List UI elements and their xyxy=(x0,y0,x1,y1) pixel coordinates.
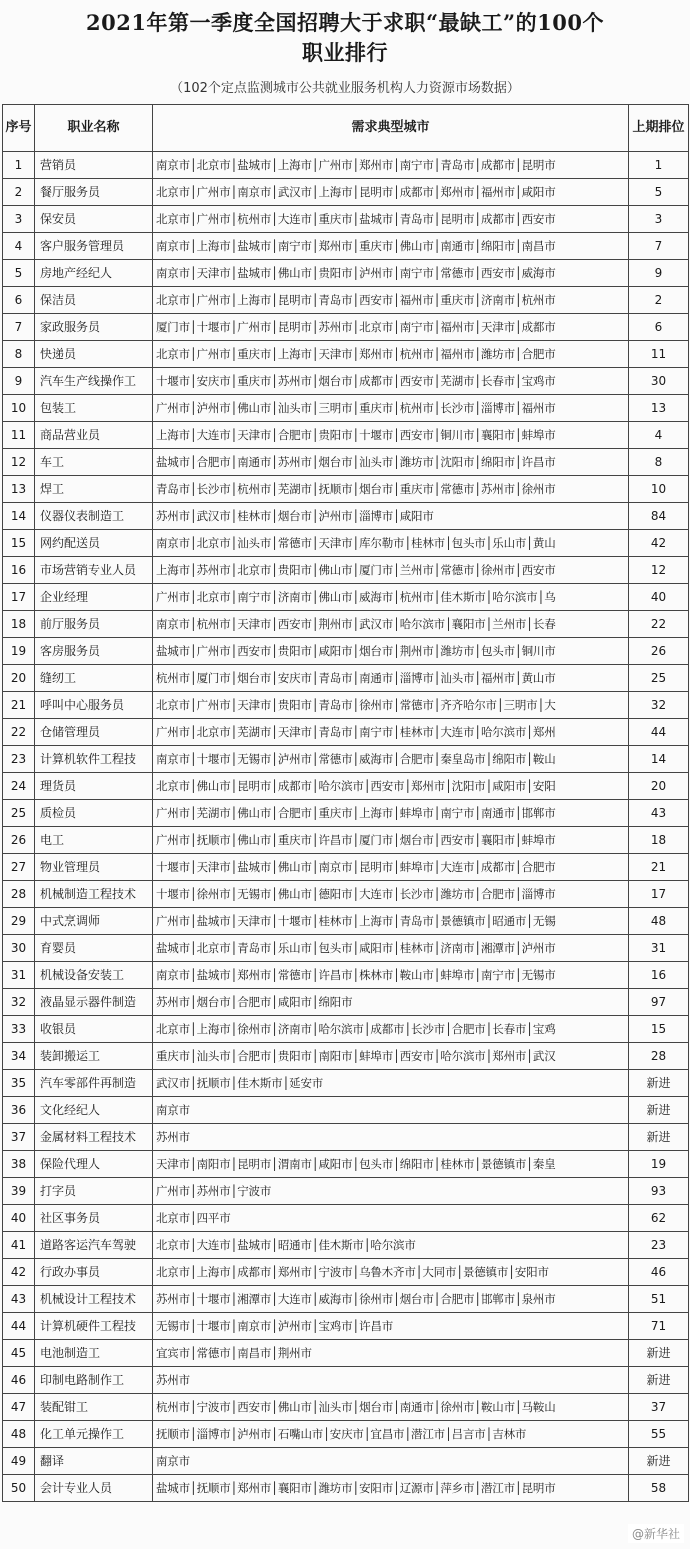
cell-prev-rank: 40 xyxy=(629,584,689,611)
table-row xyxy=(3,746,689,773)
cell-prev-rank: 46 xyxy=(629,1259,689,1286)
table-row xyxy=(3,1205,689,1232)
cell-cities: 广州市│盐城市│天津市│十堰市│桂林市│上海市│青岛市│景德镇市│昭通市│无锡 xyxy=(153,908,629,935)
cell-occupation: 快递员 xyxy=(35,341,153,368)
cell-no: 15 xyxy=(3,530,35,557)
table-row xyxy=(3,881,689,908)
table-row xyxy=(3,1178,689,1205)
cell-cities: 南京市│北京市│盐城市│上海市│广州市│郑州市│南宁市│青岛市│成都市│昆明市 xyxy=(153,152,629,179)
table-row xyxy=(3,1124,689,1151)
cell-occupation: 收银员 xyxy=(35,1016,153,1043)
cell-cities: 北京市│广州市│天津市│贵阳市│青岛市│徐州市│常德市│齐齐哈尔市│三明市│大 xyxy=(153,692,629,719)
table-row xyxy=(3,908,689,935)
table-row xyxy=(3,476,689,503)
cell-occupation: 客房服务员 xyxy=(35,638,153,665)
cell-prev-rank: 25 xyxy=(629,665,689,692)
cell-occupation: 计算机软件工程技 xyxy=(35,746,153,773)
cell-occupation: 包装工 xyxy=(35,395,153,422)
cell-occupation: 机械制造工程技术 xyxy=(35,881,153,908)
cell-no: 21 xyxy=(3,692,35,719)
cell-cities: 苏州市│烟台市│合肥市│咸阳市│绵阳市 xyxy=(153,989,629,1016)
cell-prev-rank: 4 xyxy=(629,422,689,449)
cell-no: 6 xyxy=(3,287,35,314)
cell-cities: 南京市 xyxy=(153,1097,629,1124)
table-row xyxy=(3,557,689,584)
cell-prev-rank: 13 xyxy=(629,395,689,422)
title-line-2: 职业排行 xyxy=(302,40,388,65)
cell-occupation: 商品营业员 xyxy=(35,422,153,449)
cell-no: 35 xyxy=(3,1070,35,1097)
cell-occupation: 计算机硬件工程技 xyxy=(35,1313,153,1340)
table-row xyxy=(3,1394,689,1421)
table-row xyxy=(3,1070,689,1097)
document-title xyxy=(0,0,690,68)
cell-cities: 北京市│广州市│南京市│武汉市│上海市│昆明市│成都市│郑州市│福州市│咸阳市 xyxy=(153,179,629,206)
cell-prev-rank: 7 xyxy=(629,233,689,260)
table-row xyxy=(3,584,689,611)
cell-no: 48 xyxy=(3,1421,35,1448)
cell-no: 36 xyxy=(3,1097,35,1124)
cell-occupation: 呼叫中心服务员 xyxy=(35,692,153,719)
cell-no: 39 xyxy=(3,1178,35,1205)
cell-occupation: 汽车生产线操作工 xyxy=(35,368,153,395)
cell-no: 30 xyxy=(3,935,35,962)
cell-no: 50 xyxy=(3,1475,35,1502)
cell-no: 24 xyxy=(3,773,35,800)
cell-cities: 盐城市│广州市│西安市│贵阳市│咸阳市│烟台市│荆州市│潍坊市│包头市│铜川市 xyxy=(153,638,629,665)
cell-cities: 南京市│盐城市│郑州市│常德市│许昌市│株林市│鞍山市│蚌埠市│南宁市│无锡市 xyxy=(153,962,629,989)
table-row xyxy=(3,1016,689,1043)
cell-no: 17 xyxy=(3,584,35,611)
cell-cities: 南京市│天津市│盐城市│佛山市│贵阳市│泸州市│南宁市│常德市│西安市│威海市 xyxy=(153,260,629,287)
cell-cities: 苏州市│武汉市│桂林市│烟台市│泸州市│淄博市│咸阳市 xyxy=(153,503,629,530)
cell-prev-rank: 71 xyxy=(629,1313,689,1340)
table-row xyxy=(3,719,689,746)
cell-no: 37 xyxy=(3,1124,35,1151)
document-subtitle: （102个定点监测城市公共就业服务机构人力资源市场数据） xyxy=(170,81,520,96)
cell-occupation: 质检员 xyxy=(35,800,153,827)
cell-no: 32 xyxy=(3,989,35,1016)
cell-occupation: 车工 xyxy=(35,449,153,476)
table-row xyxy=(3,638,689,665)
cell-no: 3 xyxy=(3,206,35,233)
cell-no: 8 xyxy=(3,341,35,368)
cell-occupation: 行政办事员 xyxy=(35,1259,153,1286)
cell-prev-rank: 新进 xyxy=(629,1070,689,1097)
cell-occupation: 仓储管理员 xyxy=(35,719,153,746)
cell-prev-rank: 18 xyxy=(629,827,689,854)
table-row xyxy=(3,341,689,368)
cell-no: 44 xyxy=(3,1313,35,1340)
cell-no: 14 xyxy=(3,503,35,530)
cell-prev-rank: 26 xyxy=(629,638,689,665)
cell-cities: 抚顺市│淄博市│泸州市│石嘴山市│安庆市│宜昌市│潜江市│吕言市│吉林市 xyxy=(153,1421,629,1448)
cell-cities: 盐城市│北京市│青岛市│乐山市│包头市│咸阳市│桂林市│济南市│湘潭市│泸州市 xyxy=(153,935,629,962)
table-row xyxy=(3,1151,689,1178)
cell-prev-rank: 32 xyxy=(629,692,689,719)
table-row xyxy=(3,287,689,314)
cell-cities: 杭州市│宁波市│西安市│佛山市│汕头市│烟台市│南通市│徐州市│鞍山市│马鞍山 xyxy=(153,1394,629,1421)
table-row xyxy=(3,1340,689,1367)
cell-prev-rank: 14 xyxy=(629,746,689,773)
cell-no: 1 xyxy=(3,152,35,179)
cell-prev-rank: 17 xyxy=(629,881,689,908)
cell-prev-rank: 新进 xyxy=(629,1448,689,1475)
table-row xyxy=(3,1367,689,1394)
cell-occupation: 液晶显示器件制造 xyxy=(35,989,153,1016)
header-occupation: 职业名称 xyxy=(35,105,153,152)
cell-no: 33 xyxy=(3,1016,35,1043)
cell-occupation: 育婴员 xyxy=(35,935,153,962)
cell-prev-rank: 44 xyxy=(629,719,689,746)
cell-no: 45 xyxy=(3,1340,35,1367)
cell-no: 23 xyxy=(3,746,35,773)
cell-cities: 十堰市│安庆市│重庆市│苏州市│烟台市│成都市│西安市│芜湖市│长春市│宝鸡市 xyxy=(153,368,629,395)
cell-no: 2 xyxy=(3,179,35,206)
cell-occupation: 文化经纪人 xyxy=(35,1097,153,1124)
cell-no: 46 xyxy=(3,1367,35,1394)
cell-cities: 宜宾市│常德市│南昌市│荆州市 xyxy=(153,1340,629,1367)
cell-no: 29 xyxy=(3,908,35,935)
cell-cities: 南京市 xyxy=(153,1448,629,1475)
table-row xyxy=(3,368,689,395)
watermark-text: @新华社 xyxy=(628,1524,684,1543)
cell-cities: 广州市│北京市│南宁市│济南市│佛山市│威海市│杭州市│佳木斯市│哈尔滨市│乌 xyxy=(153,584,629,611)
cell-no: 40 xyxy=(3,1205,35,1232)
cell-cities: 南京市│十堰市│无锡市│泸州市│常德市│威海市│合肥市│秦皇岛市│绵阳市│鞍山 xyxy=(153,746,629,773)
cell-no: 47 xyxy=(3,1394,35,1421)
cell-no: 34 xyxy=(3,1043,35,1070)
cell-prev-rank: 3 xyxy=(629,206,689,233)
table-body xyxy=(3,152,689,1502)
cell-occupation: 房地产经纪人 xyxy=(35,260,153,287)
cell-occupation: 社区事务员 xyxy=(35,1205,153,1232)
cell-prev-rank: 6 xyxy=(629,314,689,341)
cell-prev-rank: 1 xyxy=(629,152,689,179)
table-row xyxy=(3,854,689,881)
header-prev-rank: 上期排位 xyxy=(629,105,689,152)
table-row xyxy=(3,1313,689,1340)
cell-prev-rank: 28 xyxy=(629,1043,689,1070)
cell-occupation: 保险代理人 xyxy=(35,1151,153,1178)
cell-occupation: 企业经理 xyxy=(35,584,153,611)
cell-cities: 南京市│杭州市│天津市│西安市│荆州市│武汉市│哈尔滨市│襄阳市│兰州市│长春 xyxy=(153,611,629,638)
cell-occupation: 装卸搬运工 xyxy=(35,1043,153,1070)
cell-cities: 青岛市│长沙市│杭州市│芜湖市│抚顺市│烟台市│重庆市│常德市│苏州市│徐州市 xyxy=(153,476,629,503)
cell-prev-rank: 48 xyxy=(629,908,689,935)
cell-no: 7 xyxy=(3,314,35,341)
cell-cities: 北京市│上海市│成都市│郑州市│宁波市│乌鲁木齐市│大同市│景德镇市│安阳市 xyxy=(153,1259,629,1286)
cell-no: 41 xyxy=(3,1232,35,1259)
table-row xyxy=(3,827,689,854)
cell-cities: 北京市│广州市│重庆市│上海市│天津市│郑州市│杭州市│福州市│潍坊市│合肥市 xyxy=(153,341,629,368)
table-row xyxy=(3,1421,689,1448)
cell-occupation: 化工单元操作工 xyxy=(35,1421,153,1448)
cell-prev-rank: 20 xyxy=(629,773,689,800)
cell-cities: 天津市│南阳市│昆明市│渭南市│咸阳市│包头市│绵阳市│桂林市│景德镇市│秦皇 xyxy=(153,1151,629,1178)
table-row xyxy=(3,422,689,449)
cell-prev-rank: 97 xyxy=(629,989,689,1016)
cell-prev-rank: 84 xyxy=(629,503,689,530)
occupation-ranking-table xyxy=(2,104,689,1502)
cell-prev-rank: 43 xyxy=(629,800,689,827)
table-row xyxy=(3,1043,689,1070)
cell-no: 22 xyxy=(3,719,35,746)
cell-cities: 北京市│大连市│盐城市│昭通市│佳木斯市│哈尔滨市 xyxy=(153,1232,629,1259)
cell-prev-rank: 8 xyxy=(629,449,689,476)
cell-prev-rank: 新进 xyxy=(629,1124,689,1151)
cell-cities: 广州市│抚顺市│佛山市│重庆市│许昌市│厦门市│烟台市│西安市│襄阳市│蚌埠市 xyxy=(153,827,629,854)
header-no: 序号 xyxy=(3,105,35,152)
table-row xyxy=(3,1259,689,1286)
cell-prev-rank: 62 xyxy=(629,1205,689,1232)
cell-cities: 北京市│四平市 xyxy=(153,1205,629,1232)
cell-prev-rank: 30 xyxy=(629,368,689,395)
cell-occupation: 机械设备安装工 xyxy=(35,962,153,989)
cell-occupation: 翻译 xyxy=(35,1448,153,1475)
table-row xyxy=(3,503,689,530)
cell-occupation: 营销员 xyxy=(35,152,153,179)
cell-prev-rank: 新进 xyxy=(629,1340,689,1367)
cell-prev-rank: 55 xyxy=(629,1421,689,1448)
header-cities: 需求典型城市 xyxy=(153,105,629,152)
cell-no: 12 xyxy=(3,449,35,476)
title-line-1: 2021年第一季度全国招聘大于求职“最缺工”的100个 xyxy=(86,10,604,35)
cell-no: 25 xyxy=(3,800,35,827)
cell-no: 42 xyxy=(3,1259,35,1286)
cell-occupation: 打字员 xyxy=(35,1178,153,1205)
table-row xyxy=(3,233,689,260)
table-row xyxy=(3,1448,689,1475)
table-row xyxy=(3,1097,689,1124)
table-row xyxy=(3,206,689,233)
cell-cities: 厦门市│十堰市│广州市│昆明市│苏州市│北京市│南宁市│福州市│天津市│成都市 xyxy=(153,314,629,341)
cell-cities: 北京市│上海市│徐州市│济南市│哈尔滨市│成都市│长沙市│合肥市│长春市│宝鸡 xyxy=(153,1016,629,1043)
cell-no: 27 xyxy=(3,854,35,881)
cell-cities: 盐城市│抚顺市│郑州市│襄阳市│潍坊市│安阳市│辽源市│萍乡市│潜江市│昆明市 xyxy=(153,1475,629,1502)
cell-cities: 十堰市│徐州市│无锡市│佛山市│德阳市│大连市│长沙市│潍坊市│合肥市│淄博市 xyxy=(153,881,629,908)
cell-occupation: 网约配送员 xyxy=(35,530,153,557)
cell-occupation: 缝纫工 xyxy=(35,665,153,692)
cell-occupation: 焊工 xyxy=(35,476,153,503)
cell-occupation: 装配钳工 xyxy=(35,1394,153,1421)
table-row xyxy=(3,1286,689,1313)
cell-cities: 苏州市│十堰市│湘潭市│大连市│威海市│徐州市│烟台市│合肥市│邯郸市│泉州市 xyxy=(153,1286,629,1313)
table-row xyxy=(3,800,689,827)
cell-cities: 上海市│大连市│天津市│合肥市│贵阳市│十堰市│西安市│铜川市│襄阳市│蚌埠市 xyxy=(153,422,629,449)
cell-no: 5 xyxy=(3,260,35,287)
cell-prev-rank: 42 xyxy=(629,530,689,557)
table-row xyxy=(3,314,689,341)
cell-prev-rank: 新进 xyxy=(629,1367,689,1394)
cell-prev-rank: 2 xyxy=(629,287,689,314)
table-header-row xyxy=(3,105,689,152)
cell-occupation: 电池制造工 xyxy=(35,1340,153,1367)
cell-occupation: 汽车零部件再制造 xyxy=(35,1070,153,1097)
cell-prev-rank: 37 xyxy=(629,1394,689,1421)
cell-no: 10 xyxy=(3,395,35,422)
cell-occupation: 物业管理员 xyxy=(35,854,153,881)
cell-no: 11 xyxy=(3,422,35,449)
cell-occupation: 金属材料工程技术 xyxy=(35,1124,153,1151)
cell-cities: 盐城市│合肥市│南通市│苏州市│烟台市│汕头市│潍坊市│沈阳市│绵阳市│许昌市 xyxy=(153,449,629,476)
cell-occupation: 餐厅服务员 xyxy=(35,179,153,206)
cell-no: 4 xyxy=(3,233,35,260)
cell-prev-rank: 10 xyxy=(629,476,689,503)
cell-occupation: 客户服务管理员 xyxy=(35,233,153,260)
table-row xyxy=(3,962,689,989)
cell-prev-rank: 93 xyxy=(629,1178,689,1205)
cell-cities: 十堰市│天津市│盐城市│佛山市│南京市│昆明市│蚌埠市│大连市│成都市│合肥市 xyxy=(153,854,629,881)
cell-cities: 南京市│北京市│汕头市│常德市│天津市│库尔勒市│桂林市│包头市│乐山市│黄山 xyxy=(153,530,629,557)
cell-no: 20 xyxy=(3,665,35,692)
table-row xyxy=(3,692,689,719)
cell-prev-rank: 31 xyxy=(629,935,689,962)
cell-occupation: 理货员 xyxy=(35,773,153,800)
table-row xyxy=(3,773,689,800)
table-row xyxy=(3,395,689,422)
cell-occupation: 家政服务员 xyxy=(35,314,153,341)
cell-occupation: 中式烹调师 xyxy=(35,908,153,935)
cell-occupation: 市场营销专业人员 xyxy=(35,557,153,584)
table-row xyxy=(3,665,689,692)
cell-no: 26 xyxy=(3,827,35,854)
cell-cities: 武汉市│抚顺市│佳木斯市│延安市 xyxy=(153,1070,629,1097)
table-row xyxy=(3,530,689,557)
cell-no: 9 xyxy=(3,368,35,395)
cell-cities: 广州市│苏州市│宁波市 xyxy=(153,1178,629,1205)
cell-no: 49 xyxy=(3,1448,35,1475)
cell-occupation: 保安员 xyxy=(35,206,153,233)
cell-prev-rank: 22 xyxy=(629,611,689,638)
cell-prev-rank: 16 xyxy=(629,962,689,989)
cell-prev-rank: 11 xyxy=(629,341,689,368)
cell-no: 18 xyxy=(3,611,35,638)
cell-no: 28 xyxy=(3,881,35,908)
cell-prev-rank: 58 xyxy=(629,1475,689,1502)
cell-occupation: 道路客运汽车驾驶 xyxy=(35,1232,153,1259)
cell-occupation: 保洁员 xyxy=(35,287,153,314)
cell-cities: 北京市│佛山市│昆明市│成都市│哈尔滨市│西安市│郑州市│沈阳市│咸阳市│安阳 xyxy=(153,773,629,800)
table-row xyxy=(3,152,689,179)
cell-prev-rank: 12 xyxy=(629,557,689,584)
cell-cities: 无锡市│十堰市│南京市│泸州市│宝鸡市│许昌市 xyxy=(153,1313,629,1340)
cell-occupation: 印制电路制作工 xyxy=(35,1367,153,1394)
cell-cities: 南京市│上海市│盐城市│南宁市│郑州市│重庆市│佛山市│南通市│绵阳市│南昌市 xyxy=(153,233,629,260)
table-row xyxy=(3,449,689,476)
cell-occupation: 会计专业人员 xyxy=(35,1475,153,1502)
cell-occupation: 机械设计工程技术 xyxy=(35,1286,153,1313)
table-row xyxy=(3,1475,689,1502)
table-row xyxy=(3,1232,689,1259)
table-row xyxy=(3,935,689,962)
table-row xyxy=(3,989,689,1016)
cell-prev-rank: 15 xyxy=(629,1016,689,1043)
cell-prev-rank: 21 xyxy=(629,854,689,881)
cell-cities: 重庆市│汕头市│合肥市│贵阳市│南阳市│蚌埠市│西安市│哈尔滨市│郑州市│武汉 xyxy=(153,1043,629,1070)
table-row xyxy=(3,611,689,638)
cell-cities: 杭州市│厦门市│烟台市│安庆市│青岛市│南通市│淄博市│汕头市│福州市│黄山市 xyxy=(153,665,629,692)
cell-prev-rank: 5 xyxy=(629,179,689,206)
cell-no: 19 xyxy=(3,638,35,665)
cell-no: 31 xyxy=(3,962,35,989)
cell-cities: 广州市│泸州市│佛山市│汕头市│三明市│重庆市│杭州市│长沙市│淄博市│福州市 xyxy=(153,395,629,422)
cell-occupation: 电工 xyxy=(35,827,153,854)
cell-no: 38 xyxy=(3,1151,35,1178)
table-row xyxy=(3,260,689,287)
cell-cities: 北京市│广州市│杭州市│大连市│重庆市│盐城市│青岛市│昆明市│成都市│西安市 xyxy=(153,206,629,233)
cell-cities: 广州市│芜湖市│佛山市│合肥市│重庆市│上海市│蚌埠市│南宁市│南通市│邯郸市 xyxy=(153,800,629,827)
cell-no: 16 xyxy=(3,557,35,584)
cell-prev-rank: 19 xyxy=(629,1151,689,1178)
cell-prev-rank: 新进 xyxy=(629,1097,689,1124)
cell-occupation: 仪器仪表制造工 xyxy=(35,503,153,530)
cell-cities: 上海市│苏州市│北京市│贵阳市│佛山市│厦门市│兰州市│常德市│徐州市│西安市 xyxy=(153,557,629,584)
cell-occupation: 前厅服务员 xyxy=(35,611,153,638)
cell-no: 13 xyxy=(3,476,35,503)
cell-cities: 广州市│北京市│芜湖市│天津市│青岛市│南宁市│桂林市│大连市│哈尔滨市│郑州 xyxy=(153,719,629,746)
cell-cities: 苏州市 xyxy=(153,1124,629,1151)
cell-no: 43 xyxy=(3,1286,35,1313)
table-row xyxy=(3,179,689,206)
cell-prev-rank: 23 xyxy=(629,1232,689,1259)
cell-prev-rank: 51 xyxy=(629,1286,689,1313)
cell-cities: 苏州市 xyxy=(153,1367,629,1394)
cell-cities: 北京市│广州市│上海市│昆明市│青岛市│西安市│福州市│重庆市│济南市│杭州市 xyxy=(153,287,629,314)
cell-prev-rank: 9 xyxy=(629,260,689,287)
